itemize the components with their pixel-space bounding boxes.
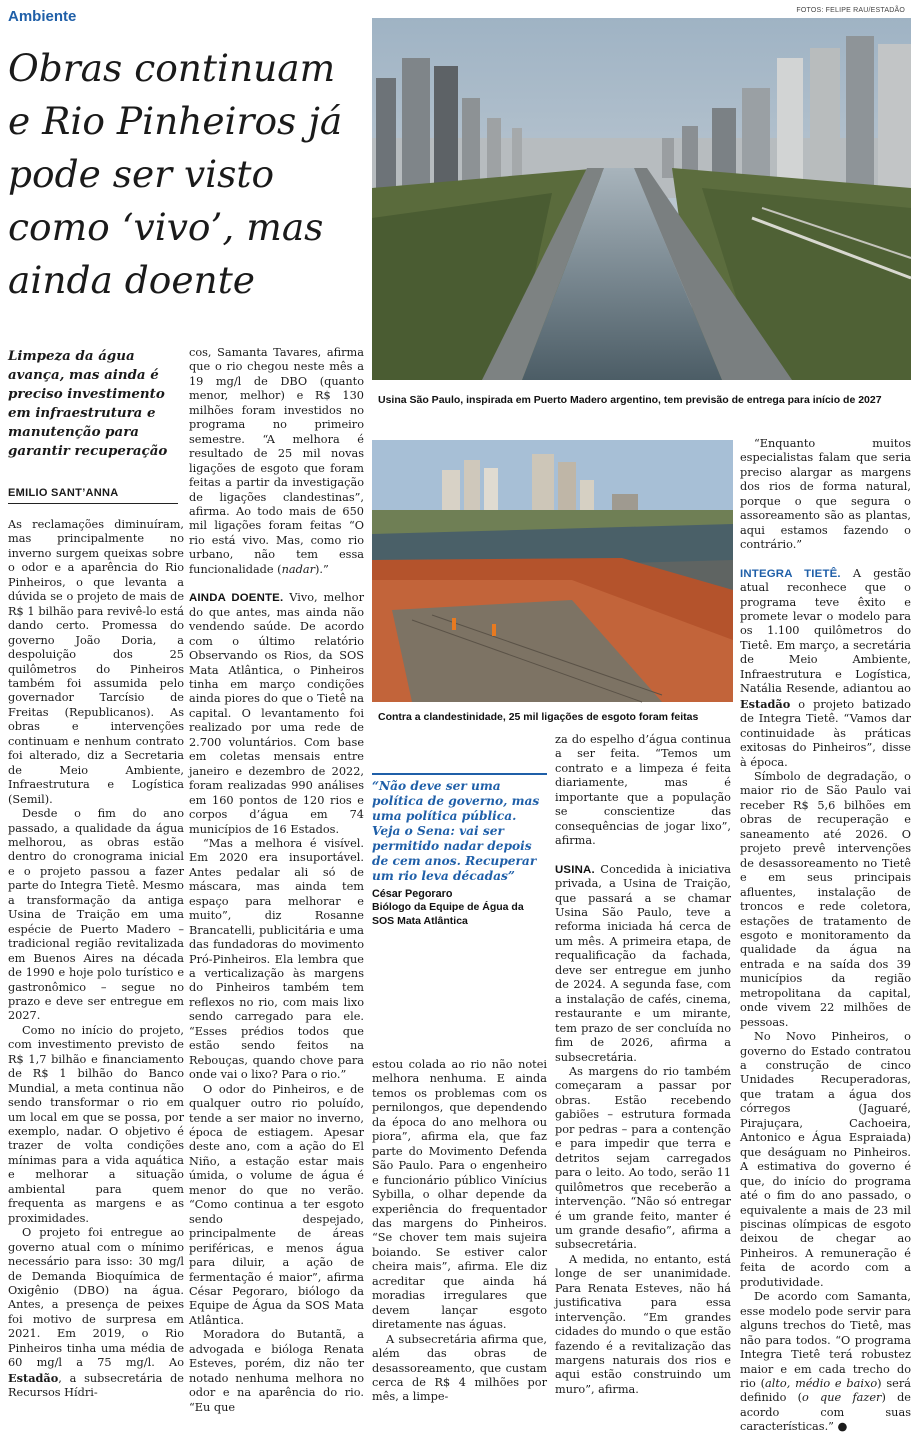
pull-quote-text: “Não deve ser uma política de governo, mas uma política pública. Veja o Sena: vai ser permitido nadar depois de cem anos. Recuperar um rio leva décadas” [372, 779, 540, 883]
estadao-bold: Estadão [8, 1370, 59, 1385]
river-aerial-photo [372, 18, 911, 380]
column-1 [8, 518, 184, 1414]
col2-paragraph: cos, Samanta Tavares, afirma que o rio chegou neste mês a 19 mg/l de DBO (quanto menor, melhor) e R$ 130 milhões foram investidos no programa no primeiro semestre. “A melhora é resultado de 25 mil novas ligações de esgoto que foram feitas a partir da investigação de ligações clandestinas”, afirma. Ao todo mais de 650 mil ligações foram feitas “O rio está vivo. Mas, como rio urbano, não tem essa funcionalidade (nadar).” [189, 346, 364, 576]
pull-quote [372, 773, 547, 928]
byline: EMILIO SANT’ANNA [8, 487, 178, 504]
col5-paragraph: “Enquanto muitos especialistas falam que seria preciso alargar as margens dos rios de forma natural, porque o que segura o assoreamento são as plantas, aqui estamos fazendo o contrário.” [740, 437, 911, 552]
col2-paragraph: “Mas a melhora é visível. Em 2020 era insuportável. Antes pedalar ali só de máscara, mas ainda tem espaço para melhorar e muito”, diz Rosanne Brancatelli, publicitária e uma das fundadoras do movimento Pró-Pinheiros. Ela lembra que a verticalização às margens do Pinheiros também tem reflexos no rio, com mais lixo sendo carregado para ele. “Esses prédios todos que estão sendo feitos na Rebouças, quando chove para onde vai o lixo? Para o rio.” [189, 836, 364, 1082]
col4-paragraph: A medida, no entanto, está longe de ser unanimidade. Para Renata Esteves, não há justificativa para essa intervenção. “Em grandes cidades do mundo o que estão fazendo é a revitalização das margens naturais dos rios e aqui estão construindo um muro”, afirma. [555, 1252, 731, 1396]
photo-credit: FOTOS: FELIPE RAU/ESTADÃO [796, 7, 905, 14]
col4-paragraph: As margens do rio também começaram a passar por obras. Estão recebendo gabiões – estrutura formada por pedras – para a contenção e para impedir que terra e detritos sejam carregados para o leito. Ao todo, serão 11 quilômetros que receberão a intervenção. “Não só entregar é um grande feito, manter é um grande desafio”, afirma a subsecretária. [555, 1064, 731, 1252]
col1-paragraph: O projeto foi entregue ao governo atual com o mínimo necessário para isso: 30 mg/l de Demanda Bioquímica de Oxigênio (DBO) na água. Antes, a presença de peixes foi motivo de surpresa em 2021. Em 2019, o Rio Pinheiros tinha uma média de 60 mg/l a 75 mg/l. Ao Estadão, a subsecretária de Recursos Hídri- [8, 1226, 184, 1400]
column-5 [740, 437, 911, 1434]
col5-paragraph: INTEGRA TIETÊ. A gestão atual reconhece que o programa teve êxito e promete levar o modelo para os 1.100 quilômetros do Tietê. Em março, a secretária de Meio Ambiente, Infraestrutura e Logística, Natália Resende, adiantou ao Estadão o projeto batizado de Integra Tietê. “Vamos dar continuidade às práticas exitosas do Pinheiros”, disse à época. [740, 566, 911, 769]
col1-paragraph: Como no início do projeto, com investimento previsto de R$ 1,7 bilhão e financiamento de R$ 1 bilhão do Banco Mundial, a meta continua não sendo transformar o rio em um local em que se possa, por exemplo, nadar. O objetivo é trazer de volta condições mínimas para a vida aquática e melhorar a situação ambiental para quem frequenta as margens e as proximidades. [8, 1023, 184, 1225]
deck: Limpeza da água avança, mas ainda é preciso investimento em infraestrutura e manutenção para garantir recuperação [8, 348, 168, 459]
col5-paragraph: No Novo Pinheiros, o governo do Estado contratou a construção de cinco Unidades Recuperadoras, que tratam a água dos córregos (Jaguaré, Pirajuçara, Cachoeira, Antonico e Água Espraiada) que deságuam no Pinheiros. A estimativa do governo é que, do início do programa até o fim do ano passado, o equivalente a mais de 23 mil piscinas olímpicas de esgoto deixou de chegar ao Pinheiros. A remuneração é feita de acordo com a produtividade. [740, 1030, 911, 1289]
photo1-caption: Usina São Paulo, inspirada em Puerto Madero argentino, tem previsão de entrega para início de 2027 [378, 394, 882, 406]
col1-paragraph: As reclamações diminuíram, mas principalmente no inverno surgem queixas sobre o odor e a aparência do Rio Pinheiros, o que levanta a dúvida se o projeto de mais de R$ 1 bilhão para revivê-lo está dando certo. Promessa do governo João Doria, a despoluição dos 25 quilômetros do Pinheiros também foi assumida pelo governador Tarcísio de Freitas (Republicanos). As obras e intervenções continuam e nenhum contrato foi alterado, diz a Secretaria de Meio Ambiente, Infraestrutura e Logística (Semil). [8, 518, 184, 806]
pull-quote-author: César Pegoraro [372, 888, 453, 900]
col2-paragraph: O odor do Pinheiros, e de qualquer outro rio poluído, tende a ser maior no inverno, época de estiagem. Apesar deste ano, com a ação do El Niño, a estação estar mais úmida, o volume de água é menor do que no verão. “Como continua a ter esgoto sendo despejado, principalmente de áreas periféricas, e menos água para diluir, a ação de fermentação é maior”, afirma César Pegoraro, biólogo da Equipe de Água da SOS Mata Atlântica. [189, 1082, 364, 1327]
col4-paragraph: USINA. Concedida à iniciativa privada, a Usina de Traição, que passará a se chamar Usina São Paulo, teve a reforma iniciada há cerca de um mês. A primeira etapa, de requalificação da fachada, deve ser entregue em junho de 2024. A segunda fase, com a instalação de cafés, cinema, restaurante e um mirante, tem prazo de ser concluída no fim de 2026, afirma a subsecretária. [555, 862, 731, 1064]
estadao-bold: Estadão [740, 696, 791, 711]
subhead-usina: USINA. [555, 863, 595, 876]
headline: Obras continuam e Rio Pinheiros já pode ser visto como ‘vivo’, mas ainda doente [8, 46, 343, 302]
subhead-integra-tiete: INTEGRA TIETÊ. [740, 567, 841, 580]
col3-paragraph: A subsecretária afirma que, além das obras de desassoreamento, que custam cerca de R$ 4 milhões por mês, a limpe- [372, 1332, 547, 1404]
pull-quote-role: Biólogo da Equipe de Água da SOS Mata Atlântica [372, 901, 524, 927]
construction-photo [372, 440, 733, 702]
col1-paragraph: Desde o fim do ano passado, a qualidade da água melhorou, as obras estão dentro do cronograma inicial e o projeto passou a fazer parte do Integra Tietê. Mesmo a transformação da antiga Usina de Traição em uma espécie de Puerto Madero – tradicional região revitalizada em Buenos Aires na década de 1990 e hoje polo turístico e gastronômico – segue no prazo e deve ser entregue em 2027. [8, 807, 184, 1023]
col2-paragraph: AINDA DOENTE. Vivo, melhor do que antes, mas ainda não vendendo saúde. De acordo com o último relatório Observando os Rios, da SOS Mata Atlântica, o Pinheiros tinha em março condições ainda piores do que o Tietê na capital. O levantamento foi realizado por uma rede de 2.700 voluntários. Com base em coletas mensais entre janeiro e dezembro de 2022, foram realizadas 990 análises em 160 pontos de 120 rios e corpos d’água em 74 municípios de 16 Estados. [189, 591, 364, 836]
column-3 [372, 1058, 547, 1414]
section-label: Ambiente [8, 8, 77, 25]
photo2-caption: Contra a clandestinidade, 25 mil ligações de esgoto foram feitas [378, 711, 699, 723]
column-2 [189, 346, 364, 1414]
col3-paragraph: estou colada ao rio não notei melhora nenhuma. E ainda temos os problemas com os pernilongos, que dependendo da época do ano melhora ou piora”, afirma ela, que faz parte do Movimento Defenda São Paulo. Para o engenheiro e funcionário público Vinícius Sybilla, o olhar depende da experiência do frequentador das margens do Pinheiros. “Se chover tem mais sujeira boiando. Se estiver calor cheira mais”, afirma. Ele diz acreditar que ainda há moradias irregulares que devem lançar esgoto diretamente nas águas. [372, 1058, 547, 1332]
col2-paragraph: Moradora do Butantã, a advogada e bióloga Renata Esteves, porém, diz não ter notado nenhuma melhora no odor e na aparência do rio. “Eu que [189, 1328, 364, 1414]
column-4 [555, 733, 731, 1414]
col5-paragraph: De acordo com Samanta, esse modelo pode servir para alguns trechos do Tietê, mas não para todos. “O programa Integra Tietê terá robustez maior e em cada trecho do rio (alto, médio e baixo) será definido (o que fazer) de acordo com suas características.” ● [740, 1290, 911, 1434]
col5-paragraph: Símbolo de degradação, o maior rio de São Paulo vai receber R$ 5,6 bilhões em obras de recuperação e saneamento até 2026. O projeto prevê intervenções de desassoreamento no Tietê e em seus principais afluentes, instalação de troncos e rede coletora, estações de tratamento de esgoto e monitoramento da qualidade da água na entrada e na saída dos 39 municípios da região metropolitana da capital, onde vivem 22 milhões de pessoas. [740, 769, 911, 1029]
col4-paragraph: za do espelho d’água continua a ser feita. “Temos um contrato e a limpeza é feita diariamente, mas é importante que a população se conscientize das consequências de jogar lixo”, afirma. [555, 733, 731, 848]
subhead-ainda-doente: AINDA DOENTE. [189, 592, 284, 605]
